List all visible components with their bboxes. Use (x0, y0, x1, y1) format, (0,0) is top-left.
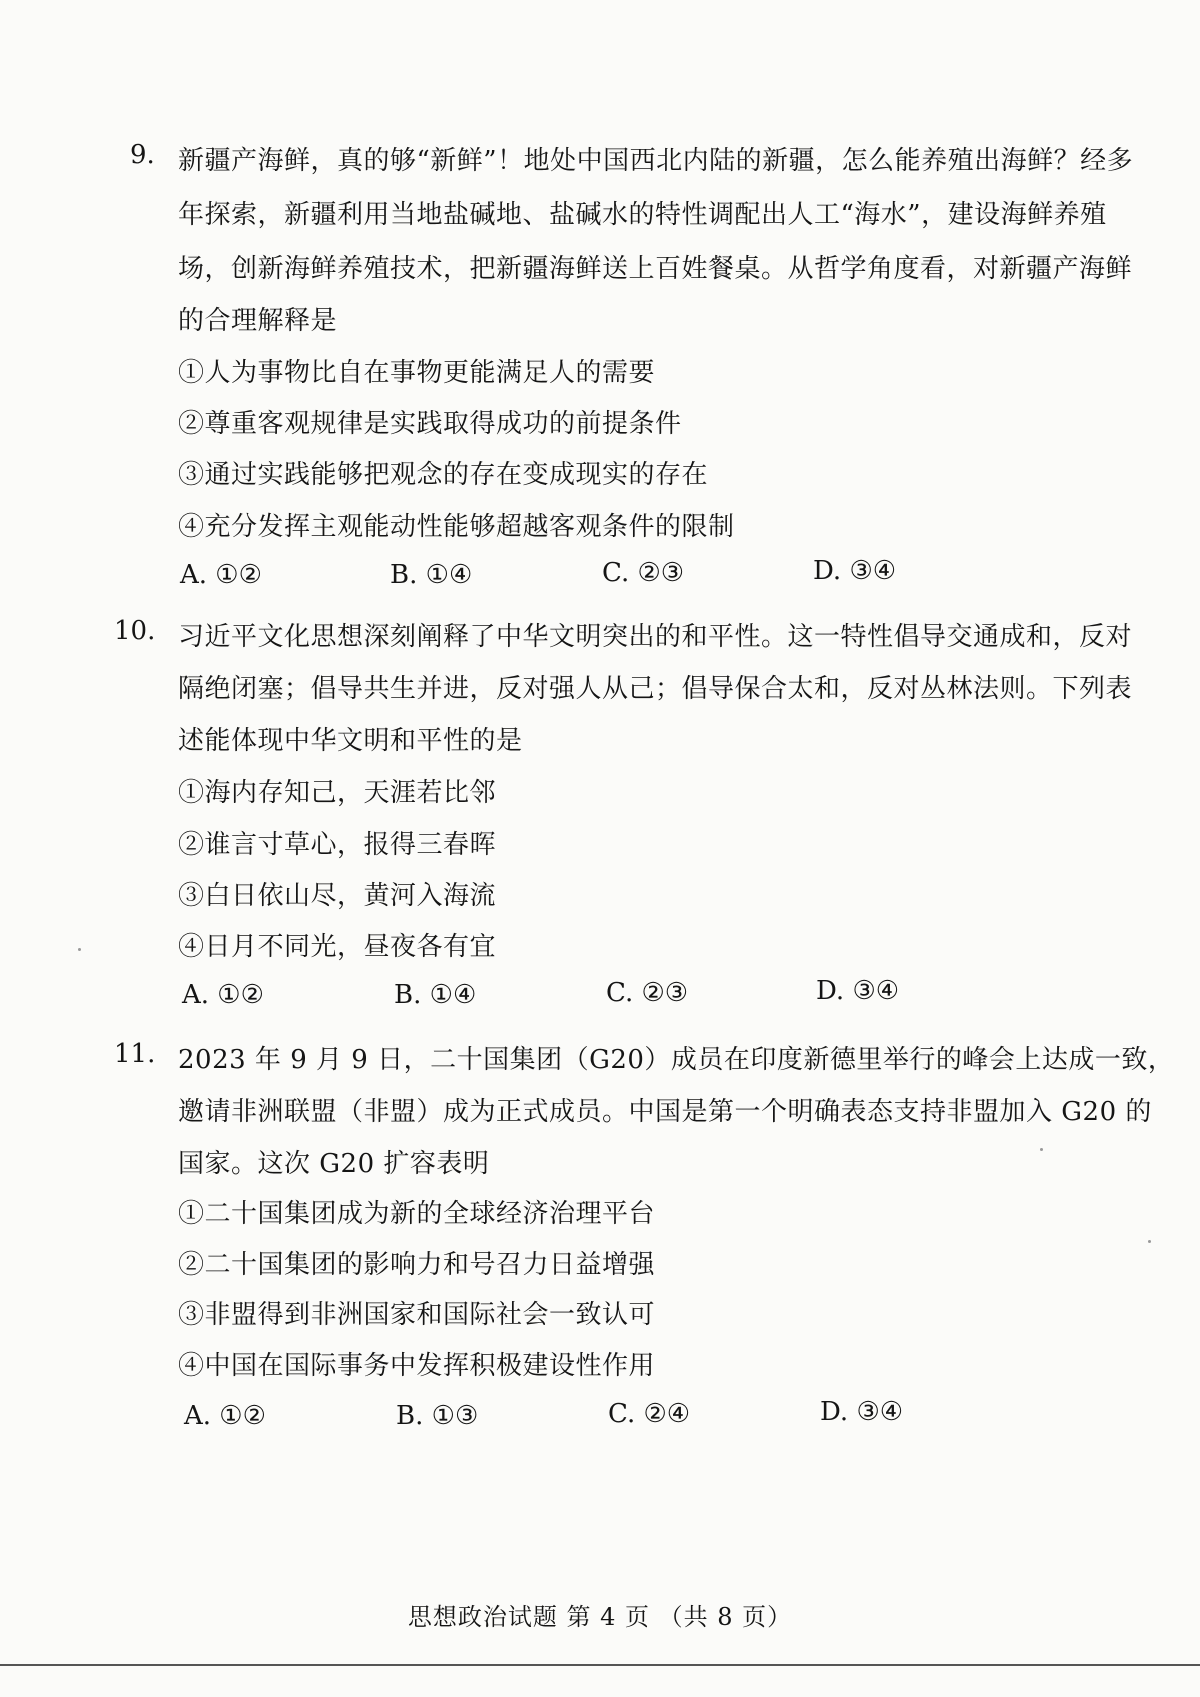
question-stem-line: 邀请非洲联盟（非盟）成为正式成员。中国是第一个明确表态支持非盟加入 G20 的 (178, 1097, 1152, 1127)
scan-speck (78, 948, 81, 951)
page-footer: 思想政治试题 第 4 页 （共 8 页） (407, 1603, 793, 1631)
option-statement: ④中国在国际事务中发挥积极建设性作用 (178, 1351, 656, 1381)
question-stem-line: 年探索，新疆利用当地盐碱地、盐碱水的特性调配出人工“海水”，建设海鲜养殖 (178, 200, 1107, 230)
bottom-divider (0, 1664, 1200, 1666)
question-stem-line: 场，创新海鲜养殖技术，把新疆海鲜送上百姓餐桌。从哲学角度看，对新疆产海鲜 (178, 254, 1133, 284)
answer-choice-b: B. ①③ (396, 1401, 479, 1431)
option-statement: ③通过实践能够把观念的存在变成现实的存在 (178, 460, 709, 490)
question-number: 11. (114, 1039, 156, 1069)
answer-choice-b: B. ①④ (390, 560, 473, 590)
question-stem-line: 新疆产海鲜，真的够“新鲜”！地处中国西北内陆的新疆，怎么能养殖出海鲜？经多 (178, 146, 1134, 176)
question-stem-line: 国家。这次 G20 扩容表明 (178, 1149, 490, 1179)
option-statement: ①海内存知己，天涯若比邻 (178, 778, 497, 808)
option-statement: ③白日依山尽，黄河入海流 (178, 881, 497, 911)
answer-choice-d: D. ③④ (820, 1397, 904, 1427)
answer-choice-a: A. ①② (184, 1401, 266, 1431)
answer-choice-a: A. ①② (182, 980, 264, 1010)
answer-choice-c: C. ②③ (602, 558, 685, 588)
option-statement: ②二十国集团的影响力和号召力日益增强 (178, 1250, 656, 1280)
scan-speck (1148, 1240, 1151, 1243)
question-stem-line: 习近平文化思想深刻阐释了中华文明突出的和平性。这一特性倡导交通成和，反对 (178, 622, 1133, 652)
answer-choice-b: B. ①④ (394, 980, 477, 1010)
question-stem-line: 2023 年 9 月 9 日，二十国集团（G20）成员在印度新德里举行的峰会上达成一致， (178, 1045, 1175, 1075)
question-number: 10. (114, 616, 156, 646)
option-statement: ②谁言寸草心，报得三春晖 (178, 830, 497, 860)
answer-choice-d: D. ③④ (813, 556, 897, 586)
answer-choice-c: C. ②④ (608, 1399, 691, 1429)
question-stem-line: 的合理解释是 (178, 306, 338, 336)
option-statement: ①人为事物比自在事物更能满足人的需要 (178, 358, 656, 388)
answer-choice-c: C. ②③ (606, 978, 689, 1008)
option-statement: ①二十国集团成为新的全球经济治理平台 (178, 1199, 656, 1229)
question-stem-line: 隔绝闭塞；倡导共生并进，反对强人从己；倡导保合太和，反对丛林法则。下列表 (178, 674, 1133, 704)
answer-choice-d: D. ③④ (816, 976, 900, 1006)
option-statement: ④充分发挥主观能动性能够超越客观条件的限制 (178, 512, 735, 542)
option-statement: ④日月不同光，昼夜各有宜 (178, 932, 497, 962)
question-stem-line: 述能体现中华文明和平性的是 (178, 726, 523, 756)
option-statement: ③非盟得到非洲国家和国际社会一致认可 (178, 1300, 656, 1330)
option-statement: ②尊重客观规律是实践取得成功的前提条件 (178, 409, 682, 439)
answer-choice-a: A. ①② (180, 560, 262, 590)
scan-speck (1040, 1148, 1043, 1151)
question-number: 9. (130, 140, 155, 170)
